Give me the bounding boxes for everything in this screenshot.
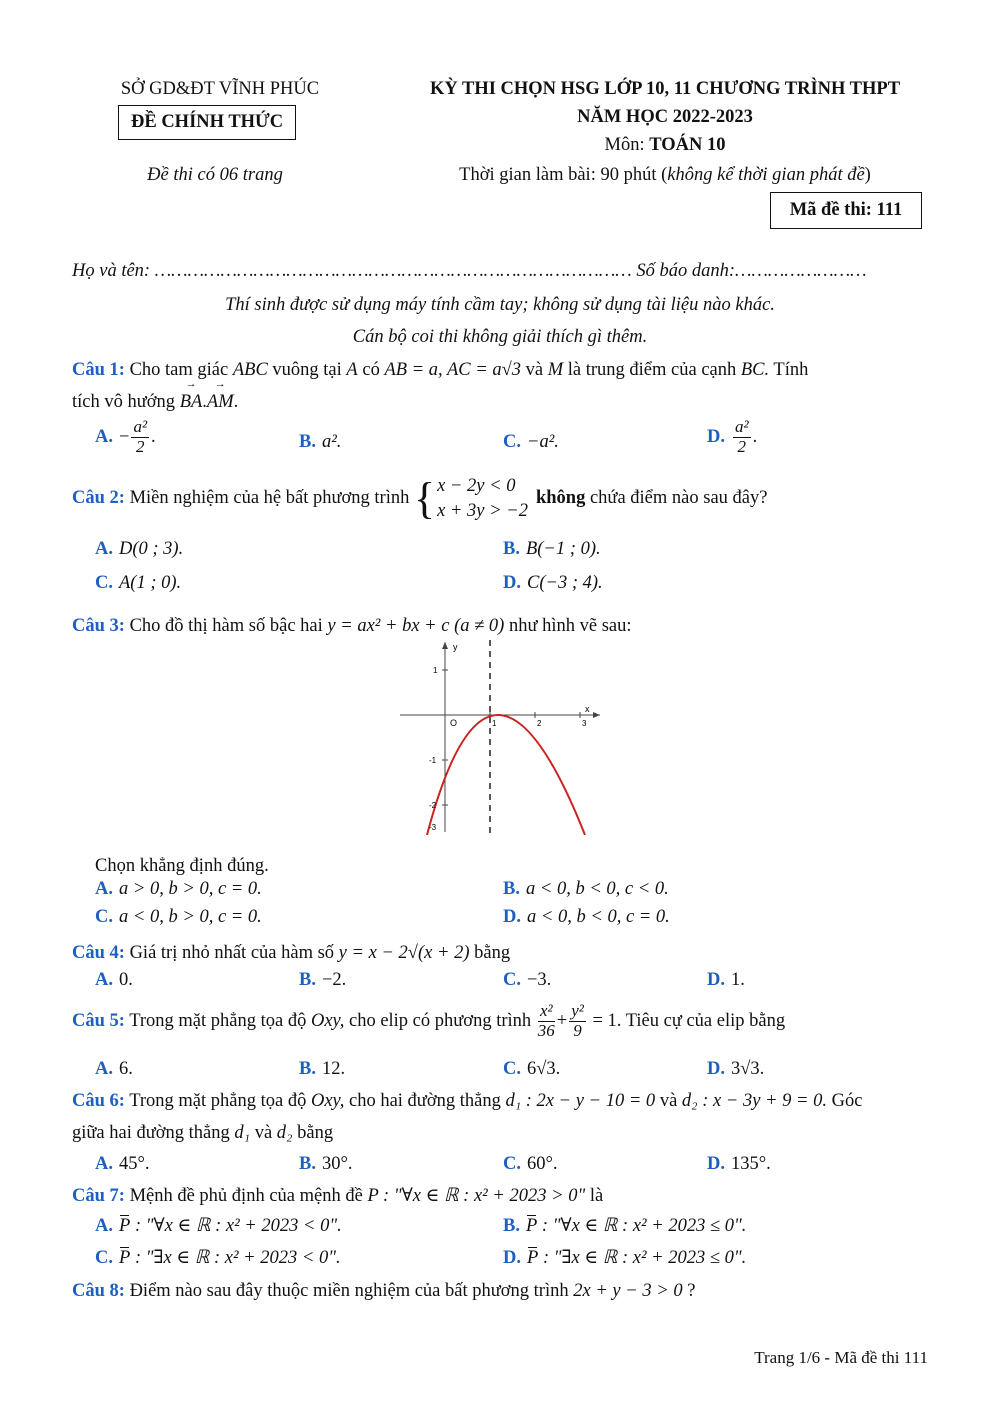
y-tick-1: 1	[433, 666, 438, 675]
option-label: C.	[503, 432, 521, 452]
page-footer: Trang 1/6 - Mã đề thi 111	[754, 1348, 928, 1367]
x-axis-arrow	[593, 712, 600, 718]
q6-text: cho hai đường thẳng	[344, 1091, 506, 1111]
q1-text: là trung điểm của cạnh	[563, 360, 741, 380]
q1-vector-am: AM →	[207, 390, 234, 415]
option-tail: .	[752, 426, 758, 447]
q1-midpoint: M	[547, 360, 564, 380]
q1-triangle: ABC	[232, 360, 268, 380]
exam-title: KỲ THI CHỌN HSG LỚP 10, 11 CHƯƠNG TRÌNH THPT	[429, 79, 901, 99]
q4-text: Giá trị nhỏ nhất của hàm số	[124, 943, 339, 963]
q8-text: ?	[682, 1281, 696, 1301]
q1-condition: AB = a, AC = a√3	[384, 360, 521, 380]
q5-option-d[interactable]: D. 3√3.	[707, 1059, 765, 1079]
q3-option-a[interactable]: A. a > 0, b > 0, c = 0.	[95, 879, 262, 899]
question-6-label: Câu 6:	[72, 1091, 125, 1111]
school-year: NĂM HỌC 2022-2023	[577, 107, 753, 127]
option-text: −a².	[527, 432, 559, 452]
q6-option-b[interactable]: B. 30°.	[299, 1154, 353, 1174]
q1-vector-ba: BA →	[180, 390, 203, 415]
official-badge: ĐỀ CHÍNH THỨC	[118, 105, 296, 140]
q7-option-d[interactable]: D. P : "∃x ∈ ℝ : x² + 2023 ≤ 0".	[503, 1246, 746, 1271]
q4-text: bằng	[469, 943, 511, 963]
parabola-graph	[395, 640, 605, 835]
q4-option-d[interactable]: D. 1.	[707, 970, 745, 990]
candidate-name-line: Họ và tên: …………………………………………………………………………… Số báo danh:……………………	[72, 261, 867, 281]
candidate-note-2: Cán bộ coi thi không giải thích gì thêm.	[352, 327, 648, 347]
q5-text: Tiêu cự của elip bằng	[621, 1010, 786, 1031]
question-3	[72, 614, 632, 639]
question-5: Câu 5: Trong mặt phẳng tọa độ Oxy, cho elip có phương trình $\frac{\text{x²}}{36}$ + $\frac{\text{y²}}{9}$ = 1. Tiêu cự của elip bằng	[72, 1001, 786, 1040]
q5-text: Trong mặt phẳng tọa độ	[124, 1010, 311, 1031]
q8-text: Điểm nào sau đây thuộc miền nghiệm của bất phương trình	[124, 1281, 574, 1301]
q6-text: Trong mặt phẳng tọa độ	[124, 1091, 311, 1111]
q3-function: y = ax² + bx + c (a ≠ 0)	[327, 616, 505, 636]
q2-option-a[interactable]: A. D(0 ; 3).	[95, 539, 184, 559]
q1-text: và	[520, 360, 548, 380]
question-5-label: Câu 5:	[72, 1010, 125, 1031]
q2-option-c[interactable]: C. A(1 ; 0).	[95, 573, 182, 593]
q2-option-d[interactable]: D. C(−3 ; 4).	[503, 573, 603, 593]
option-sign: −	[119, 426, 130, 447]
y-tick-neg2: -2	[429, 801, 437, 810]
question-2-label: Câu 2:	[72, 488, 125, 509]
q6-text: Góc	[827, 1091, 863, 1111]
time-line	[400, 163, 930, 188]
department-name: SỞ GD&ĐT VĨNH PHÚC	[120, 79, 320, 99]
q3-option-b[interactable]: B. a < 0, b < 0, c < 0.	[503, 879, 669, 899]
q6-option-d[interactable]: D. 135°.	[707, 1154, 771, 1174]
q4-option-b[interactable]: B. −2.	[299, 970, 347, 990]
q5-text: cho elip có phương trình	[344, 1010, 536, 1031]
y-tick-neg1: -1	[429, 756, 437, 765]
q6-option-a[interactable]: A. 45°.	[95, 1154, 150, 1174]
question-1-label: Câu 1:	[72, 360, 125, 380]
q2-text: Miền nghiệm của hệ bất phương trình	[124, 488, 414, 509]
q1-vertex: A	[346, 360, 358, 380]
option-tail: .	[151, 426, 156, 447]
q1-text: vuông tại	[267, 360, 347, 380]
q2-emphasis: không	[535, 488, 586, 509]
q8-inequality: 2x + y − 3 > 0	[573, 1281, 683, 1301]
question-3-label: Câu 3:	[72, 616, 125, 636]
origin-label: O	[450, 718, 458, 728]
x-tick-1: 1	[492, 719, 497, 728]
exam-code-box: Mã đề thi: 111	[770, 192, 922, 229]
q2-ineq-1: x − 2y < 0	[437, 476, 516, 496]
question-4-label: Câu 4:	[72, 943, 125, 963]
q2-system: { x − 2y < 0 x + 3y > −2	[413, 473, 528, 523]
option-text: a².	[321, 432, 342, 452]
q3-option-d[interactable]: D. a < 0, b < 0, c = 0.	[503, 907, 670, 927]
question-7-label: Câu 7:	[72, 1186, 125, 1206]
option-fraction: $\frac{\text{a²}}{2}$	[133, 417, 148, 456]
q3-text: như hình vẽ sau:	[504, 616, 632, 636]
q6-text: và	[655, 1091, 682, 1111]
option-fraction: $\frac{\text{a²}}{2}$	[735, 417, 749, 456]
q3-text: Cho đồ thị hàm số bậc hai	[124, 616, 328, 636]
q7-text: Mệnh đề phủ định của mệnh đề	[124, 1186, 368, 1206]
page-count-note: Đề thi có 06 trang	[147, 165, 283, 185]
q5-fraction-y: $\frac{\text{y²}}{9}$	[571, 1001, 584, 1040]
question-1-line-2: tích vô hướng BA →.AM →.	[72, 390, 238, 415]
q5-option-b[interactable]: B. 12.	[299, 1059, 346, 1079]
q5-equation-tail: = 1.	[587, 1010, 622, 1031]
q2-option-b[interactable]: B. B(−1 ; 0).	[503, 539, 601, 559]
question-8	[72, 1279, 695, 1304]
question-4	[72, 941, 510, 966]
time-suffix: )	[864, 165, 871, 185]
time-note: không kể thời gian phát đề	[667, 165, 865, 185]
option-label: B.	[299, 432, 316, 452]
subject-prefix: Môn:	[604, 135, 650, 155]
option-label: D.	[707, 426, 725, 447]
q5-plane: Oxy,	[310, 1010, 345, 1031]
q3-choose-prompt: Chọn khẳng định đúng.	[95, 856, 269, 876]
option-label: A.	[95, 426, 113, 447]
question-6	[72, 1089, 862, 1114]
q5-fraction-x: $\frac{\text{x²}}{36}$	[537, 1001, 555, 1040]
q1-option-b[interactable]	[299, 430, 341, 455]
q3-option-c[interactable]: C. a < 0, b > 0, c = 0.	[95, 907, 262, 927]
q2-text: chứa điểm nào sau đây?	[585, 488, 768, 509]
q1-text: tích vô hướng	[72, 392, 180, 412]
q1-segment: BC.	[740, 360, 770, 380]
question-7	[72, 1184, 603, 1209]
y-tick-neg3: -3	[429, 823, 437, 832]
q1-option-a[interactable]	[95, 418, 156, 456]
q7-option-c[interactable]: C. P : "∃x ∈ ℝ : x² + 2023 < 0".	[95, 1246, 341, 1271]
q1-options	[95, 418, 935, 468]
time-prefix: Thời gian làm bài: 90 phút (	[459, 165, 668, 185]
q2-ineq-2: x + 3y > −2	[437, 500, 528, 521]
q4-function: y = x − 2√(x + 2)	[338, 943, 470, 963]
q1-text: Tính	[769, 360, 809, 380]
question-8-label: Câu 8:	[72, 1281, 125, 1301]
q6-line-d1: d₁ : 2x − y − 10 = 0	[505, 1091, 656, 1111]
subject-line	[400, 133, 930, 158]
q1-text: có	[357, 360, 385, 380]
y-axis-label: y	[453, 642, 458, 652]
q7-proposition: P : "∀x ∈ ℝ : x² + 2023 > 0"	[367, 1186, 586, 1206]
q5-option-c[interactable]: C. 6√3.	[503, 1059, 561, 1079]
q1-option-d[interactable]	[707, 418, 757, 456]
parabola-curve	[427, 715, 585, 835]
q6-plane: Oxy,	[310, 1091, 345, 1111]
q4-option-a[interactable]: A. 0.	[95, 970, 133, 990]
x-axis-label: x	[585, 704, 590, 714]
q1-text: Cho tam giác	[124, 360, 233, 380]
q7-text: là	[585, 1186, 604, 1206]
q7-option-a[interactable]: A. P : "∀x ∈ ℝ : x² + 2023 < 0".	[95, 1214, 342, 1239]
q5-option-a[interactable]: A. 6.	[95, 1059, 133, 1079]
question-6-line-2: giữa hai đường thẳng d₁ và d₂ bằng	[72, 1123, 334, 1143]
candidate-note-1: Thí sinh được sử dụng máy tính cầm tay; không sử dụng tài liệu nào khác.	[225, 295, 775, 315]
y-axis-arrow	[442, 642, 448, 649]
q6-option-c[interactable]: C. 60°.	[503, 1154, 558, 1174]
x-tick-2: 2	[537, 719, 542, 728]
q7-option-b[interactable]: B. P : "∀x ∈ ℝ : x² + 2023 ≤ 0".	[503, 1214, 746, 1239]
q6-line-d2: d₂ : x − 3y + 9 = 0.	[681, 1091, 827, 1111]
question-2	[72, 474, 767, 524]
q4-option-c[interactable]: C. −3.	[503, 970, 552, 990]
q1-option-c[interactable]	[503, 430, 559, 455]
x-tick-3: 3	[582, 719, 587, 728]
subject-name: TOÁN 10	[649, 135, 726, 155]
